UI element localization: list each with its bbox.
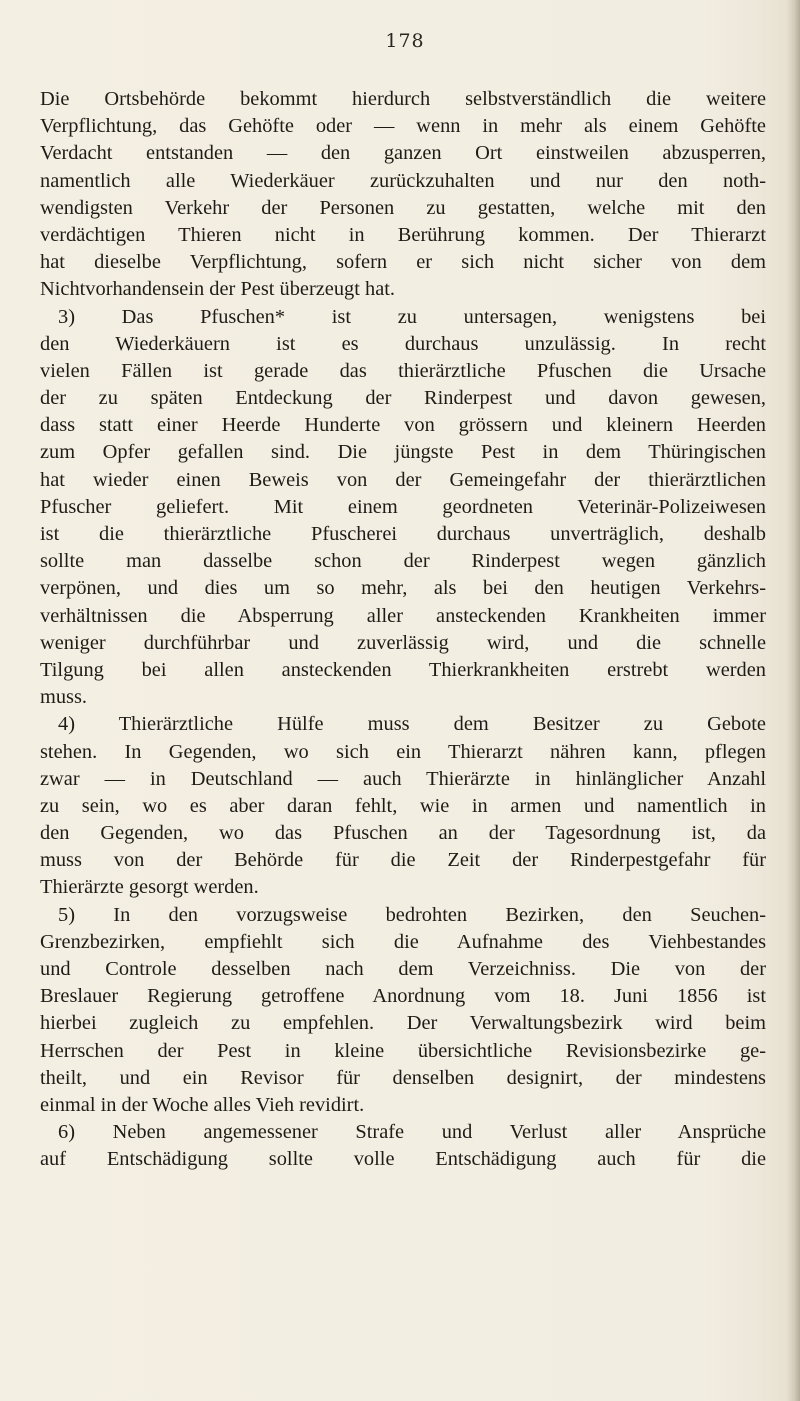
- text-line: Tilgung bei allen ansteckenden Thierkrankheiten erstrebt werden: [40, 658, 766, 681]
- text-line: auf Entschädigung sollte volle Entschädigung auch für die: [40, 1148, 766, 1171]
- text-line: wendigsten Verkehr der Personen zu gestatten, welche mit den: [40, 196, 766, 219]
- text-line: der zu späten Entdeckung der Rinderpest und davon gewesen,: [40, 387, 766, 410]
- text-line: stehen. In Gegenden, wo sich ein Thierarzt nähren kann, pflegen: [40, 740, 766, 763]
- text-line: zum Opfer gefallen sind. Die jüngste Pest in dem Thüringischen: [40, 441, 766, 464]
- text-line: verdächtigen Thieren nicht in Berührung kommen. Der Thierarzt: [40, 223, 766, 246]
- page-number: 178: [385, 30, 425, 52]
- text-line: und Controle desselben nach dem Verzeichniss. Die von der: [40, 958, 766, 980]
- text-line: den Gegenden, wo das Pfuschen an der Tagesordnung ist, da: [40, 822, 766, 845]
- text-line: Die Ortsbehörde bekommt hierdurch selbstverständlich die weitere: [40, 88, 766, 110]
- page-edge-shadow: [786, 0, 800, 1401]
- text-line: hierbei zugleich zu empfehlen. Der Verwaltungsbezirk wird beim: [40, 1012, 766, 1035]
- text-line: muss von der Behörde für die Zeit der Rinderpestgefahr für: [40, 849, 766, 872]
- text-line: den Wiederkäuern ist es durchaus unzulässig. In recht: [40, 332, 766, 355]
- text-line: hat wieder einen Beweis von der Gemeingefahr der thierärztlichen: [40, 468, 766, 491]
- text-line: weniger durchführbar und zuverlässig wird, und die schnelle: [40, 631, 766, 654]
- text-line: ist die thierärztliche Pfuscherei durchaus unverträglich, deshalb: [40, 523, 766, 545]
- text-line: Verdacht entstanden — den ganzen Ort einstweilen abzusperren,: [40, 142, 766, 165]
- section-3-heading-line: 3) Das Pfuschen* ist zu untersagen, wenigstens bei: [58, 305, 766, 328]
- text-line: verhältnissen die Absperrung aller ansteckenden Krankheiten immer: [40, 604, 766, 627]
- text-line: einmal in der Woche alles Vieh revidirt.: [40, 1093, 365, 1116]
- text-line: hat dieselbe Verpflichtung, sofern er sich nicht sicher von dem: [40, 251, 766, 274]
- text-line: sollte man dasselbe schon der Rinderpest wegen gänzlich: [40, 550, 766, 573]
- text-line: verpönen, und dies um so mehr, als bei den heutigen Verkehrs-: [40, 577, 766, 600]
- text-line: Verpflichtung, das Gehöfte oder — wenn in mehr als einem Gehöfte: [40, 115, 766, 138]
- text-line: vielen Fällen ist gerade das thierärztliche Pfuschen die Ursache: [40, 359, 766, 382]
- text-line: dass statt einer Heerde Hunderte von grössern und kleinern Heerden: [40, 414, 766, 437]
- text-line: theilt, und ein Revisor für denselben designirt, der mindestens: [40, 1066, 766, 1089]
- text-line: Breslauer Regierung getroffene Anordnung vom 18. Juni 1856 ist: [40, 985, 766, 1008]
- text-line: Thierärzte gesorgt werden.: [40, 876, 259, 899]
- section-6-heading-line: 6) Neben angemessener Strafe und Verlust aller Ansprüche: [58, 1121, 766, 1144]
- text-line: Pfuscher geliefert. Mit einem geordneten Veterinär-Polizeiwesen: [40, 495, 766, 518]
- text-line: muss.: [40, 686, 88, 709]
- text-line: Nichtvorhandensein der Pest überzeugt hat.: [40, 278, 396, 301]
- text-line: Herrschen der Pest in kleine übersichtliche Revisionsbezirke ge-: [40, 1039, 766, 1062]
- text-line: zwar — in Deutschland — auch Thierärzte in hinlänglicher Anzahl: [40, 767, 766, 790]
- section-4-heading-line: 4) Thierärztliche Hülfe muss dem Besitzer zu Gebote: [58, 713, 766, 736]
- text-line: Grenzbezirken, empfiehlt sich die Aufnahme des Viehbestandes: [40, 930, 766, 953]
- text-line: zu sein, wo es aber daran fehlt, wie in armen und namentlich in: [40, 794, 766, 817]
- text-line: namentlich alle Wiederkäuer zurückzuhalten und nur den noth-: [40, 169, 766, 192]
- section-5-heading-line: 5) In den vorzugsweise bedrohten Bezirken, den Seuchen-: [58, 903, 766, 926]
- body-text: [40, 86, 766, 1174]
